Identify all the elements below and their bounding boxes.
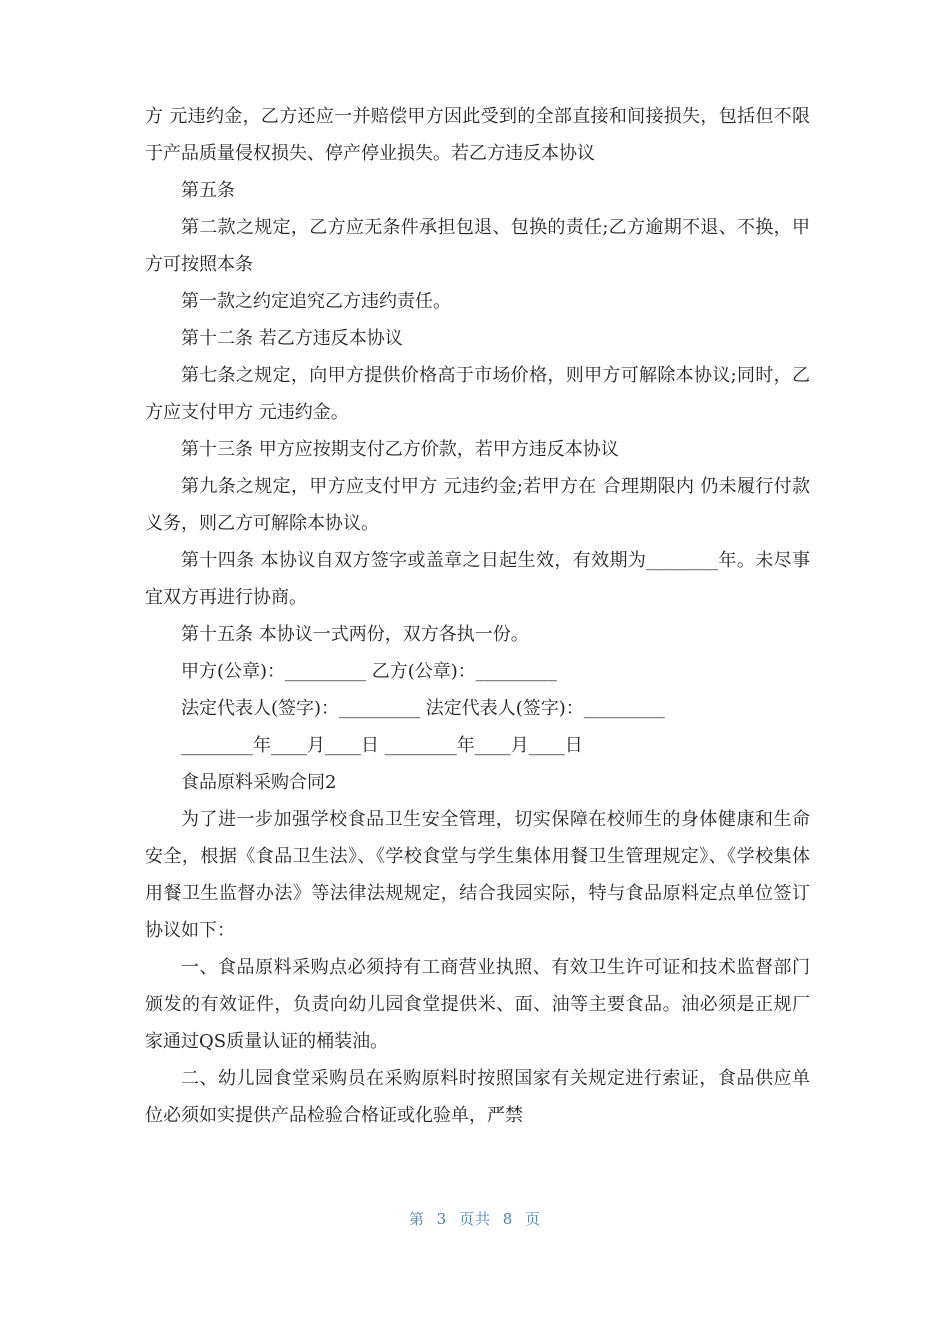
- paragraph: 第十四条 本协议自双方签字或盖章之日起生效，有效期为________年。未尽事宜双方再进行协商。: [145, 550, 810, 608]
- paragraph: 第一款之约定追究乙方违约责任。: [181, 291, 451, 312]
- paragraph: 第七条之规定，向甲方提供价格高于市场价格，则甲方可解除本协议;同时，乙方应支付甲方 元违约金。: [145, 365, 810, 423]
- paragraph: 第二款之规定，乙方应无条件承担包退、包换的责任;乙方逾期不退、不换，甲方可按照本条: [145, 217, 810, 275]
- paragraph: 一、食品原料采购点必须持有工商营业执照、有效卫生许可证和技术监督部门颁发的有效证件，负责向幼儿园食堂提供米、面、油等主要食品。油必须是正规厂家通过QS质量认证的桶装油。: [145, 957, 810, 1052]
- paragraph: 方 元违约金，乙方还应一并赔偿甲方因此受到的全部直接和间接损失，包括但不限于产品质量侵权损失、停产停业损失。若乙方违反本协议: [145, 106, 810, 164]
- paragraph: 第九条之规定，甲方应支付甲方 元违约金;若甲方在 合理期限内 仍未履行付款义务，则乙方可解除本协议。: [145, 476, 810, 534]
- page-footer: 第 3 页共 8 页: [408, 1210, 542, 1228]
- paragraph: 第十三条 甲方应按期支付乙方价款，若甲方违反本协议: [181, 439, 619, 460]
- paragraph: 为了进一步加强学校食品卫生安全管理，切实保障在校师生的身体健康和生命安全，根据《食品卫生法》、《学校食堂与学生集体用餐卫生管理规定》、《学校集体用餐卫生监督办法》等法律法规规定，结合我园实际，特与食品原料定点单位签订协议如下：: [145, 809, 810, 941]
- paragraph: 食品原料采购合同2: [181, 772, 337, 793]
- paragraph: 甲方(公章)：_________ 乙方(公章)：_________: [181, 661, 557, 682]
- paragraph: 二、幼儿园食堂采购员在采购原料时按照国家有关规定进行索证，食品供应单位必须如实提供产品检验合格证或化验单，严禁: [145, 1068, 810, 1126]
- paragraph: 第五条: [181, 180, 235, 201]
- paragraph: 第十二条 若乙方违反本协议: [181, 328, 403, 349]
- document-body: [145, 98, 810, 1134]
- paragraph: 第十五条 本协议一式两份，双方各执一份。: [181, 624, 529, 645]
- paragraph: 法定代表人(签字)：_________ 法定代表人(签字)：_________: [181, 698, 665, 719]
- paragraph: ________年____月____日 ________年____月____日: [181, 735, 583, 756]
